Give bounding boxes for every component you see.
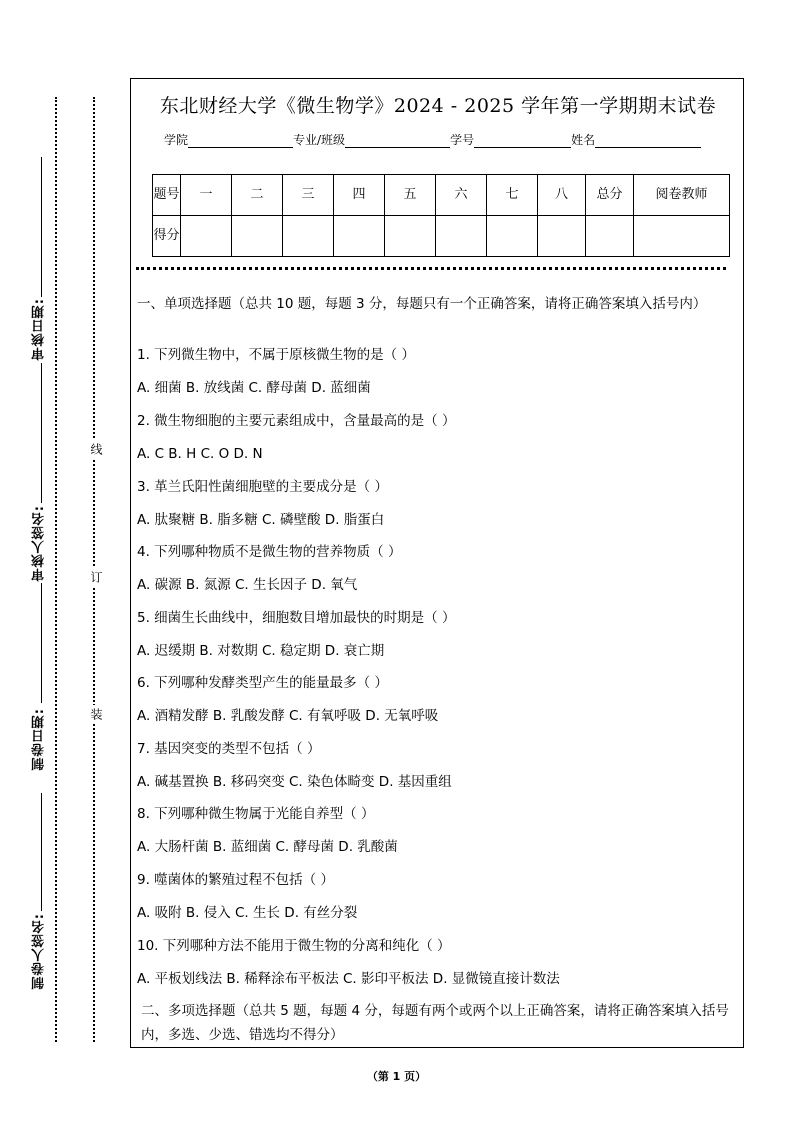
score-cell-3[interactable]	[283, 216, 334, 257]
exam-title: 东北财经大学《微生物学》2024 - 2025 学年第一学期期末试卷	[159, 95, 717, 117]
margin-dotted-line-left	[55, 97, 57, 1042]
question-7-stem: 7. 基因突变的类型不包括（ ）	[137, 741, 321, 757]
question-10-stem: 10. 下列哪种方法不能用于微生物的分离和纯化（ ）	[137, 938, 451, 954]
col-header-5: 五	[385, 175, 436, 216]
score-cell-1[interactable]	[181, 216, 232, 257]
question-9-stem: 9. 噬菌体的繁殖过程不包括（ ）	[137, 872, 334, 888]
review-date-label: 审核日期:	[32, 298, 47, 361]
question-3-options: A. 肽聚糖 B. 脂多糖 C. 磷壁酸 D. 脂蛋白	[137, 512, 385, 528]
question-3-stem: 3. 革兰氏阳性菌细胞壁的主要成分是（ ）	[137, 479, 388, 495]
binding-mark-zhuang: 装	[88, 705, 105, 723]
question-8-options: A. 大肠杆菌 B. 蓝细菌 C. 酵母菌 D. 乳酸菌	[137, 839, 398, 855]
col-header-1: 一	[181, 175, 232, 216]
major-class-label: 专业/班级	[293, 133, 346, 147]
col-header-7: 七	[487, 175, 538, 216]
name-field[interactable]	[595, 134, 701, 148]
question-6-options: A. 酒精发酵 B. 乳酸发酵 C. 有氧呼吸 D. 无氧呼吸	[137, 708, 439, 724]
score-cell-2[interactable]	[232, 216, 283, 257]
col-header-2: 二	[232, 175, 283, 216]
score-cell-8[interactable]	[538, 216, 586, 257]
question-1-options: A. 细菌 B. 放线菌 C. 酵母菌 D. 蓝细菌	[137, 380, 371, 396]
question-8-stem: 8. 下列哪种微生物属于光能自养型（ ）	[137, 806, 375, 822]
question-4-options: A. 碳源 B. 氮源 C. 生长因子 D. 氧气	[137, 577, 358, 593]
section2-heading: 二、多项选择题（总共 5 题，每题 4 分，每题有两个或两个以上正确答案，请将正确答案填入括号内，多选、少选、错选均不得分）	[141, 1003, 729, 1043]
binding-mark-ding: 订	[88, 568, 105, 586]
col-header-3: 三	[283, 175, 334, 216]
question-6-stem: 6. 下列哪种发酵类型产生的能量最多（ ）	[137, 675, 388, 691]
review-date-line	[41, 157, 42, 297]
compiler-signature-line	[41, 793, 42, 911]
student-id-label: 学号	[450, 133, 475, 147]
reviewer-signature-line	[41, 363, 42, 503]
student-info-row	[164, 131, 701, 148]
col-header-6: 六	[436, 175, 487, 216]
student-id-field[interactable]	[474, 134, 571, 148]
compiler-signature-label: 制卷人签名:	[32, 913, 47, 990]
exam-frame	[130, 78, 744, 1048]
question-number-header: 题号	[153, 175, 181, 216]
score-cell-total[interactable]	[586, 216, 634, 257]
question-1-stem: 1. 下列微生物中，不属于原核微生物的是（ ）	[137, 347, 415, 363]
col-header-4: 四	[334, 175, 385, 216]
section1-heading: 一、单项选择题（总共 10 题，每题 3 分，每题只有一个正确答案，请将正确答案填入括号内）	[137, 296, 707, 312]
college-field[interactable]	[188, 134, 293, 148]
question-2-stem: 2. 微生物细胞的主要元素组成中，含量最高的是（ ）	[137, 413, 456, 429]
reviewer-signature-label: 审核人签名:	[32, 505, 47, 582]
question-5-stem: 5. 细菌生长曲线中，细胞数目增加最快的时期是（ ）	[137, 610, 456, 626]
page-number: （第 1 页）	[366, 1070, 427, 1083]
question-7-options: A. 碱基置换 B. 移码突变 C. 染色体畸变 D. 基因重组	[137, 774, 452, 790]
compile-date-label: 制卷日期:	[32, 708, 47, 771]
college-label: 学院	[164, 133, 189, 147]
header-dotted-divider	[136, 267, 726, 270]
col-header-8: 八	[538, 175, 586, 216]
question-4-stem: 4. 下列哪种物质不是微生物的营养物质（ ）	[137, 544, 402, 560]
question-2-options: A. C B. H C. O D. N	[137, 446, 263, 462]
score-cell-4[interactable]	[334, 216, 385, 257]
question-5-options: A. 迟缓期 B. 对数期 C. 稳定期 D. 衰亡期	[137, 643, 385, 659]
col-header-total: 总分	[586, 175, 634, 216]
compile-date-line	[41, 583, 42, 703]
question-9-options: A. 吸附 B. 侵入 C. 生长 D. 有丝分裂	[137, 905, 358, 921]
score-cell-6[interactable]	[436, 216, 487, 257]
score-row-header: 得分	[153, 216, 181, 257]
score-table	[152, 174, 730, 257]
major-class-field[interactable]	[345, 134, 450, 148]
name-label: 姓名	[571, 133, 596, 147]
score-cell-grader[interactable]	[634, 216, 730, 257]
score-cell-5[interactable]	[385, 216, 436, 257]
binding-mark-xian: 线	[88, 440, 105, 458]
score-cell-7[interactable]	[487, 216, 538, 257]
question-10-options: A. 平板划线法 B. 稀释涂布平板法 C. 影印平板法 D. 显微镜直接计数法	[137, 971, 560, 987]
col-header-grader: 阅卷教师	[634, 175, 730, 216]
